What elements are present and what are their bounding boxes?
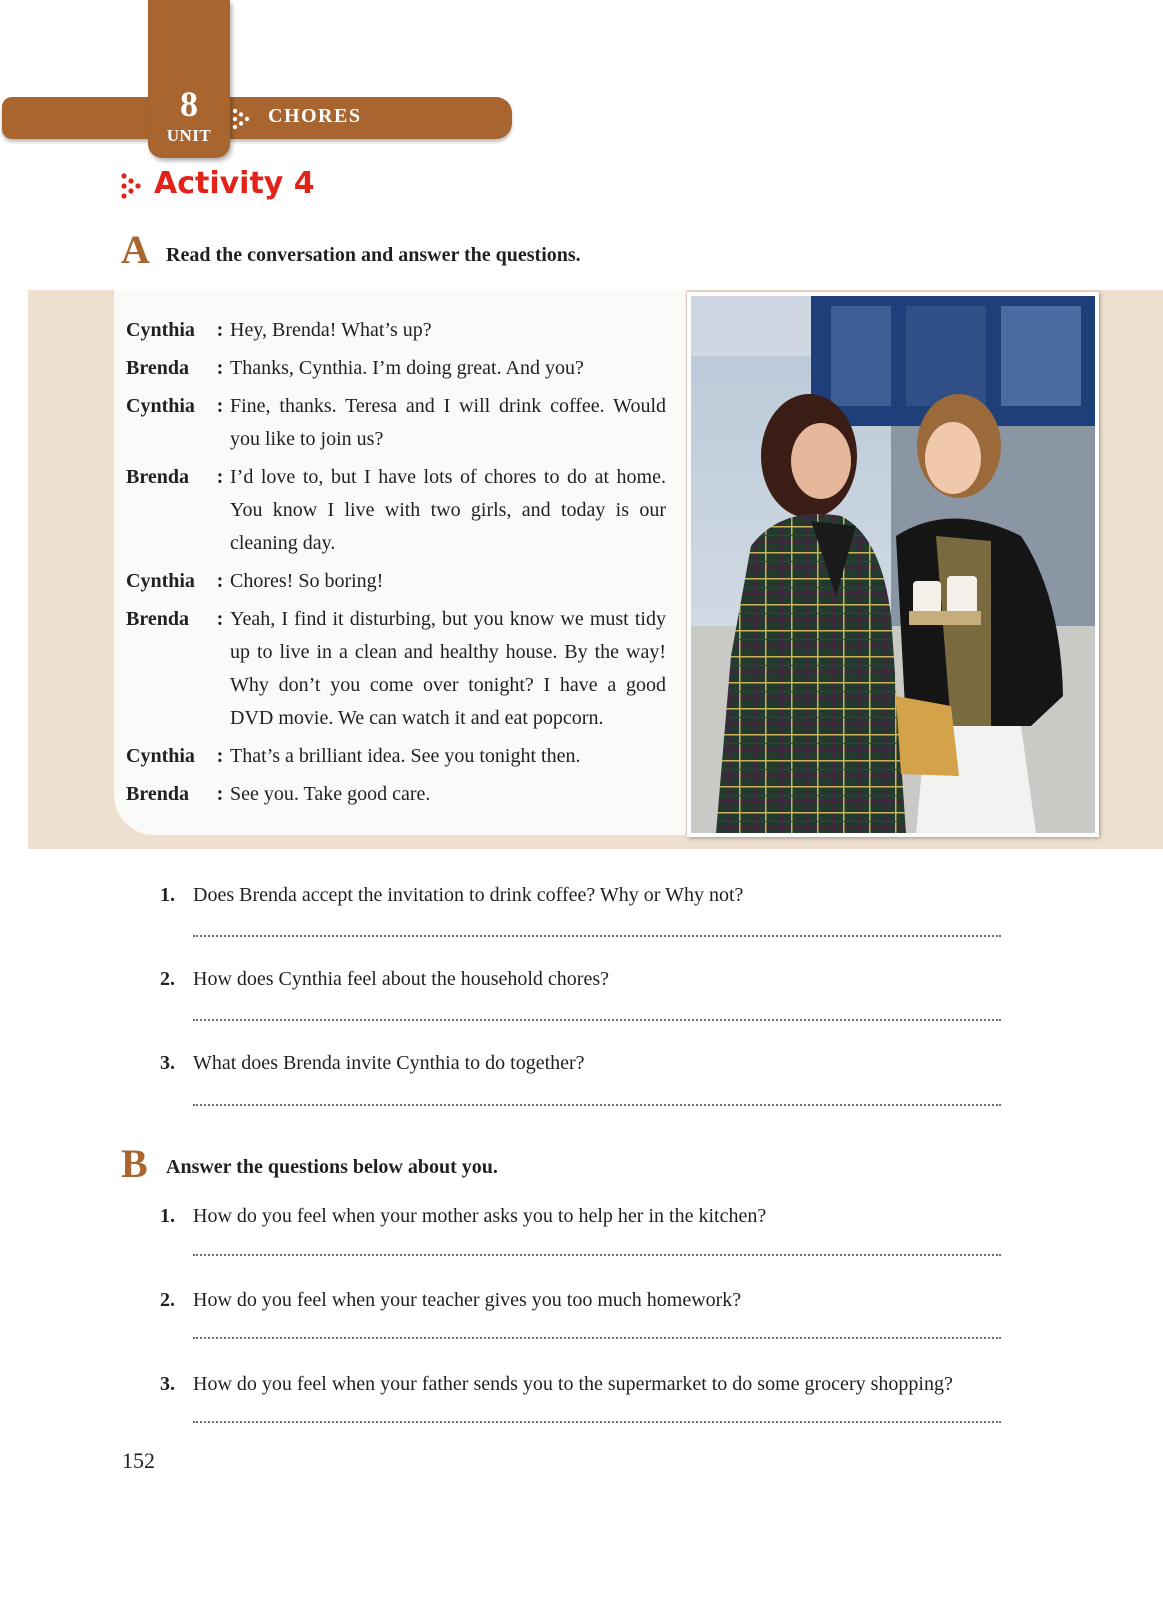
question-number: 1.: [160, 1205, 175, 1227]
answer-line[interactable]: [193, 1019, 1001, 1021]
speaker-name: Brenda: [126, 608, 189, 630]
question-text: How do you feel when your father sends you to the supermarket to do some grocery shopping?: [193, 1373, 953, 1395]
speech-text: Chores! So boring!: [230, 570, 384, 592]
question-number: 3.: [160, 1052, 175, 1074]
speech-text: That’s a brilliant idea. See you tonight then.: [230, 745, 581, 767]
answer-line[interactable]: [193, 1254, 1001, 1256]
conversation-line: [126, 603, 666, 735]
question-number: 3.: [160, 1373, 175, 1395]
speaker-name: Cynthia: [126, 319, 195, 341]
conversation-line: [126, 740, 666, 773]
speech-text: Yeah, I find it disturbing, but you know we must tidy up to live in a clean and healthy house. By the way! Why don’t you come over tonight? I have a good DVD movie. We can watch it and eat popcorn.: [230, 608, 666, 729]
conversation: [126, 314, 666, 816]
colon-separator: :: [216, 319, 224, 341]
unit-badge: [148, 0, 230, 158]
unit-title: CHORES: [268, 105, 362, 127]
question-text: How do you feel when your mother asks you to help her in the kitchen?: [193, 1205, 767, 1227]
photo-two-women-with-coffee: [687, 292, 1099, 837]
activity-dots-icon: [120, 172, 144, 200]
speaker-name: Cynthia: [126, 745, 195, 767]
section-a-instruction: Read the conversation and answer the questions.: [166, 244, 581, 266]
speaker-name: Cynthia: [126, 570, 195, 592]
answer-line[interactable]: [193, 1421, 1001, 1423]
speaker-name: Brenda: [126, 466, 189, 488]
section-a-letter: A: [121, 227, 150, 272]
unit-header-bar: [2, 97, 512, 139]
colon-separator: :: [216, 466, 224, 488]
dots-icon: [232, 108, 252, 130]
question-text: How do you feel when your teacher gives you too much homework?: [193, 1289, 742, 1311]
colon-separator: :: [216, 357, 224, 379]
conversation-line: [126, 390, 666, 456]
activity-title: Activity 4: [154, 166, 315, 201]
question-number: 2.: [160, 1289, 175, 1311]
answer-line[interactable]: [193, 1104, 1001, 1106]
colon-separator: :: [216, 783, 224, 805]
speech-text: Thanks, Cynthia. I’m doing great. And you?: [230, 357, 584, 379]
conversation-line: [126, 565, 666, 598]
speech-text: See you. Take good care.: [230, 783, 431, 805]
conversation-line: [126, 352, 666, 385]
speech-text: I’d love to, but I have lots of chores to do at home. You know I live with two girls, and today is our cleaning day.: [230, 466, 666, 554]
question-number: 2.: [160, 968, 175, 990]
answer-line[interactable]: [193, 1337, 1001, 1339]
unit-number: 8: [180, 84, 198, 124]
section-b-instruction: Answer the questions below about you.: [166, 1156, 498, 1178]
speech-text: Hey, Brenda! What’s up?: [230, 319, 432, 341]
speaker-name: Brenda: [126, 783, 189, 805]
conversation-line: [126, 778, 666, 811]
question-text: How does Cynthia feel about the household chores?: [193, 968, 610, 990]
speaker-name: Brenda: [126, 357, 189, 379]
section-b-letter: B: [121, 1141, 148, 1186]
unit-label: UNIT: [166, 126, 212, 145]
question-number: 1.: [160, 884, 175, 906]
speech-text: Fine, thanks. Teresa and I will drink coffee. Would you like to join us?: [230, 395, 666, 450]
conversation-line: [126, 461, 666, 560]
page-number: 152: [122, 1448, 155, 1473]
answer-line[interactable]: [193, 935, 1001, 937]
colon-separator: :: [216, 745, 224, 767]
conversation-line: [126, 314, 666, 347]
speaker-name: Cynthia: [126, 395, 195, 417]
colon-separator: :: [216, 608, 224, 630]
colon-separator: :: [216, 570, 224, 592]
colon-separator: :: [216, 395, 224, 417]
question-text: Does Brenda accept the invitation to drink coffee? Why or Why not?: [193, 884, 744, 906]
question-text: What does Brenda invite Cynthia to do together?: [193, 1052, 585, 1074]
